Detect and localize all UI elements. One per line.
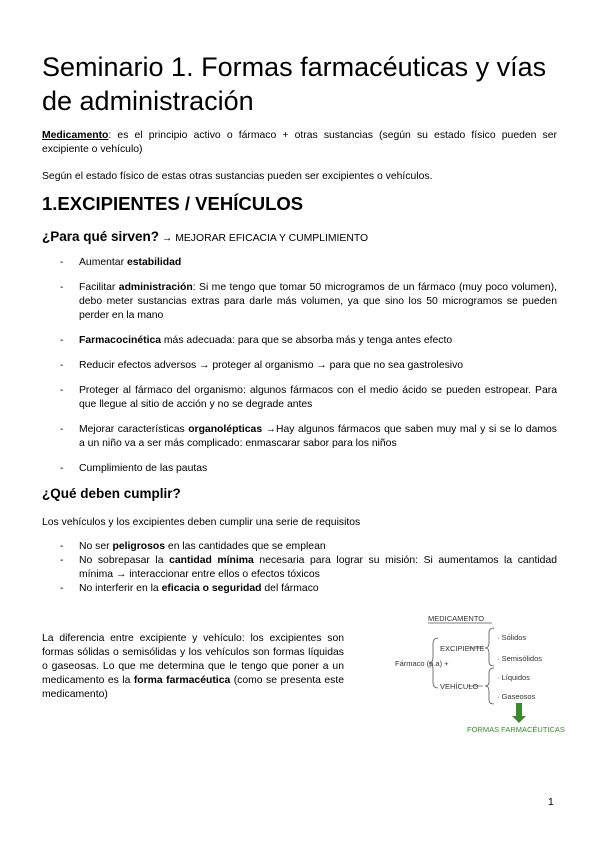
diagram-solidos: · Sólidos (497, 633, 527, 642)
list-item: - Farmacocinética más adecuada: para que se absorba más y tenga antes efecto (42, 334, 557, 348)
diagram-semisolidos: · Semisólidos (497, 654, 543, 663)
diagram-farmaco: Fármaco (p.a) + (395, 659, 449, 668)
list-item: - Mejorar características organolépticas →Hay algunos fármacos que saben muy mal y si se lo damos a un niño va a ser más complicado: enmascarar sabor para los niños (42, 423, 557, 451)
diagram-excipiente: EXCIPIENTE (440, 644, 485, 653)
list-item: - No ser peligrosos en las cantidades que se emplean (42, 540, 557, 554)
page-number: 1 (548, 797, 554, 808)
list-item: - Facilitar administración: Si me tengo que tomar 50 microgramos de un fármaco (muy poco volumen), debo meter sustancias extras para darle más volumen, ya que sino los 50 microgramos se pueden perder en la mano (42, 281, 557, 323)
diagram-liquidos: · Líquidos (497, 673, 530, 682)
requirements-list (42, 540, 557, 596)
diagram-vehiculo: VEHÍCULO (440, 682, 479, 691)
list-item: - No interferir en la eficacia o seguridad del fármaco (42, 582, 557, 596)
intro-paragraph (42, 129, 557, 157)
section-heading: 1.EXCIPIENTES / VEHÍCULOS (42, 193, 304, 214)
question-requirements: ¿Qué deben cumplir? (42, 486, 181, 501)
list-item: - Proteger al fármaco del organismo: algunos fármacos con el medio ácido se pueden estropear. Para que llegue al sitio de acción y no se degrade antes (42, 384, 557, 412)
question-purpose-text: ¿Para qué sirven? (42, 229, 160, 244)
list-item: - Reducir efectos adversos → proteger al organismo → para que no sea gastrolesivo (42, 359, 557, 373)
diagram-lines (400, 612, 570, 737)
requirements-intro: Los vehículos y los excipientes deben cumplir una serie de requisitos (42, 517, 361, 528)
list-item: - Cumplimiento de las pautas (42, 462, 557, 476)
medicamento-diagram (395, 612, 570, 737)
question-purpose-answer: MEJORAR EFICACIA Y CUMPLIMIENTO (175, 233, 369, 244)
intro-second-paragraph: Según el estado físico de estas otras sustancias pueden ser excipientes o vehículos. (42, 171, 433, 182)
intro-definition: : es el principio activo o fármaco + otras sustancias (según su estado físico pueden ser excipiente o vehículo) (42, 130, 557, 155)
question-purpose-arrow: → (159, 233, 176, 244)
question-purpose (42, 229, 368, 244)
page-title: Seminario 1. Formas farmacéuticas y vías de administración (42, 52, 547, 116)
list-item: - Aumentar estabilidad (42, 256, 557, 270)
uses-list (42, 256, 557, 487)
diagram-formas-farmaceuticas: FORMAS FARMACÉUTICAS (467, 725, 565, 734)
intro-term: Medicamento (42, 130, 109, 141)
difference-paragraph: La diferencia entre excipiente y vehículo: los excipientes son formas sólidas o semisólidas y los vehículos son formas líquidas o gaseosas. Lo que me determina que le tengo que poner a un medicamento es la forma farmacéutica (como se presenta este medicamento) (42, 633, 344, 700)
list-item: - No sobrepasar la cantidad mínima necesaria para lograr su misión: Si aumentamos la cantidad mínima → interaccionar entre ellos o efectos tóxicos (42, 554, 557, 582)
diagram-medicamento: MEDICAMENTO (428, 614, 485, 623)
diagram-gaseosos: · Gaseosos (497, 692, 536, 701)
